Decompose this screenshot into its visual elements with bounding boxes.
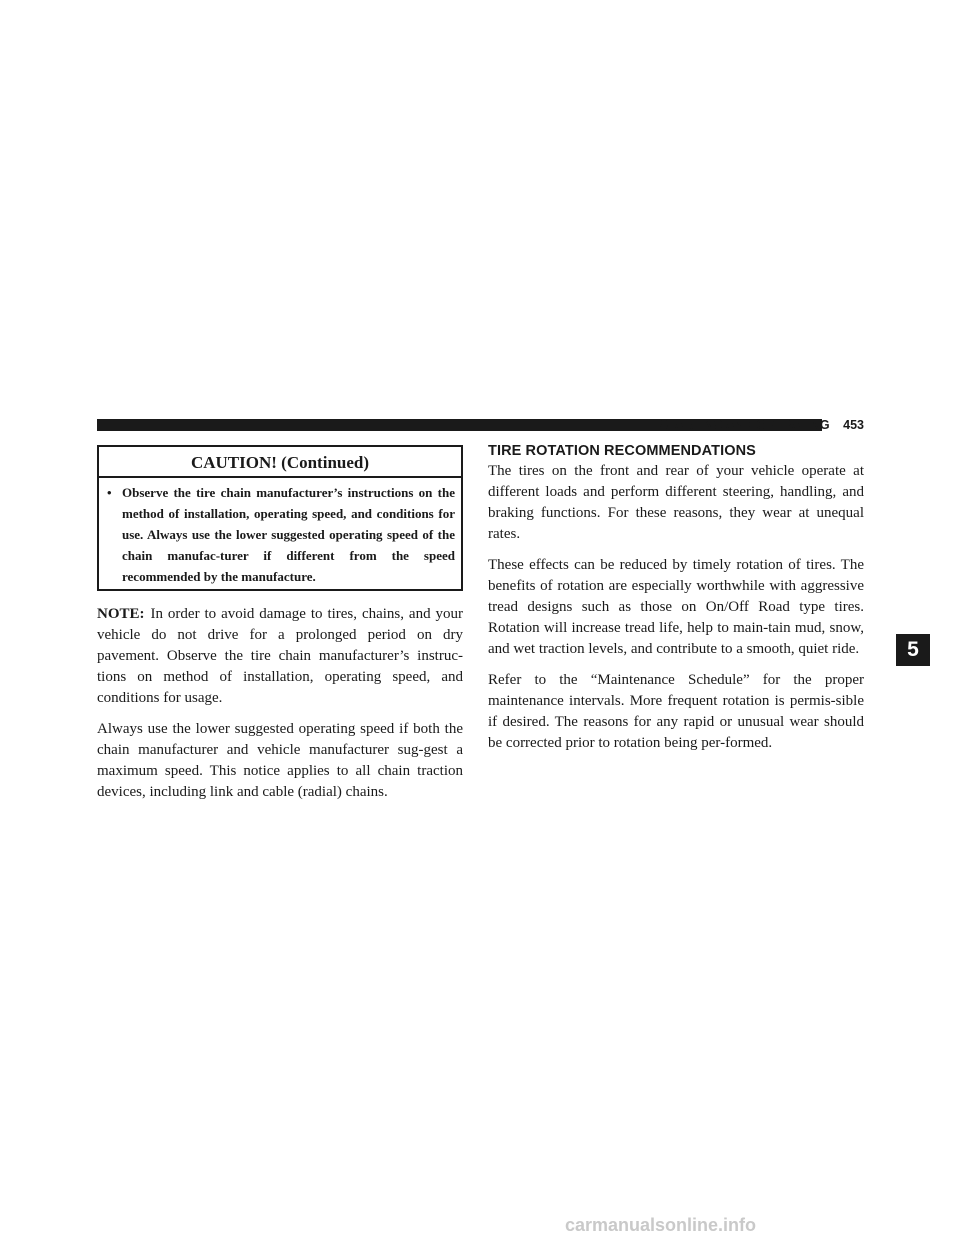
- note-text: In order to avoid damage to tires, chains, and your vehicle do not drive for a prolonged period on dry pavement. Observe the tire chain manufacturer’s instruc-tions on method of installation, operating speed, and conditions for usage.: [97, 606, 463, 706]
- right-paragraph-1: The tires on the front and rear of your vehicle operate at different loads and perform different steering, handling, and braking functions. For these reasons, they wear at unequal rates.: [488, 463, 864, 542]
- right-paragraph-3: Refer to the “Maintenance Schedule” for the proper maintenance intervals. More frequent rotation is permis-sible if desired. The reasons for any rapid or unusual wear should be corrected prior to rotation being per-formed.: [488, 672, 864, 751]
- caution-title: CAUTION! (Continued): [99, 447, 461, 478]
- running-header: [660, 417, 864, 433]
- caution-box: [97, 445, 463, 591]
- page-number: 453: [843, 418, 864, 432]
- left-column: [97, 604, 463, 813]
- left-paragraph-2: Always use the lower suggested operating speed if both the chain manufacturer and vehicle manufacturer sug-gest a maximum speed. This notice applies to all chain traction devices, including link and cable (radial) chains.: [97, 721, 463, 800]
- section-title: STARTING AND OPERATING: [659, 418, 830, 432]
- watermark: carmanualsonline.info: [565, 1215, 757, 1235]
- right-paragraph-2: These effects can be reduced by timely rotation of tires. The benefits of rotation are especially worthwhile with aggressive tread designs such as those on On/Off Road type tires. Rotation will increase tread life, help to main-tain mud, snow, and wet traction levels, and contribute to a smooth, quiet ride.: [488, 557, 864, 657]
- bullet-icon: •: [107, 485, 112, 500]
- caution-bullet-text: Observe the tire chain manufacturer’s instructions on the method of installation, operating speed, and conditions for use. Always use the lower suggested operating speed of the chain manufac-turer if different from the speed recommended by the manufacture.: [122, 485, 455, 584]
- section-heading: TIRE ROTATION RECOMMENDATIONS: [488, 443, 756, 459]
- note-label: NOTE:: [97, 606, 145, 622]
- chapter-tab: 5: [896, 634, 930, 666]
- note-paragraph: [97, 604, 463, 709]
- right-column: [488, 441, 864, 764]
- caution-body: [99, 478, 461, 587]
